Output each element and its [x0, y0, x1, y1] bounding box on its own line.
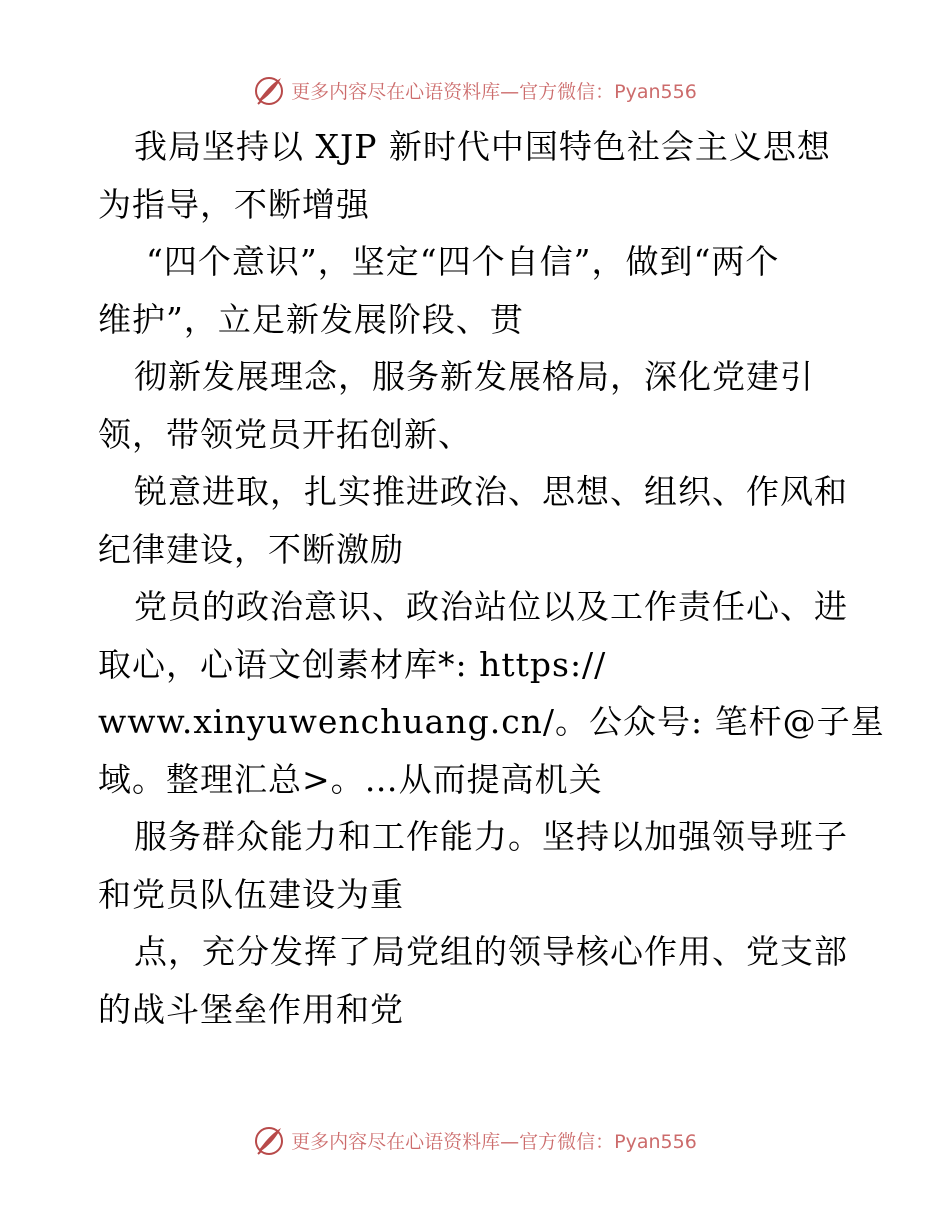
body-line: 纪律建设，不断激励: [98, 529, 404, 569]
feather-pen-logo-icon: [253, 74, 285, 106]
body-line: 点，充分发挥了局党组的领导核心作用、党支部: [134, 932, 848, 971]
document-body: [98, 118, 885, 1038]
body-line: 彻新发展理念，服务新发展格局，深化党建引: [134, 357, 814, 396]
body-line: 的战斗堡垒作用和党: [98, 989, 404, 1029]
header-banner-text: 更多内容尽在心语资料库—官方微信：Pyan556: [291, 80, 697, 103]
body-line: 服务群众能力和工作能力。坚持以加强领导班子: [134, 817, 848, 856]
footer-banner-text: 更多内容尽在心语资料库—官方微信：Pyan556: [291, 1130, 697, 1153]
body-line: 党员的政治意识、政治站位以及工作责任心、进: [134, 587, 848, 626]
body-line: “四个意识”，坚定“四个自信”，做到“两个: [146, 242, 780, 281]
footer-banner: [0, 1120, 950, 1160]
body-line: 域。整理汇总>。…从而提高机关: [98, 759, 603, 799]
body-line: 维护”，立足新发展阶段、贯: [98, 299, 524, 339]
body-line: 和党员队伍建设为重: [98, 874, 404, 914]
body-line: 锐意进取，扎实推进政治、思想、组织、作风和: [134, 472, 848, 511]
header-banner: [0, 70, 950, 110]
body-line: 取心，心语文创素材库*: https://: [98, 644, 607, 684]
body-line: 我局坚持以 XJP 新时代中国特色社会主义思想: [134, 127, 831, 166]
body-line: 为指导，不断增强: [98, 184, 370, 224]
feather-pen-logo-icon: [253, 1124, 285, 1156]
body-line: www.xinyuwenchuang.cn/。公众号: 笔杆@子星: [98, 702, 885, 741]
body-line: 领，带领党员开拓创新、: [98, 414, 472, 454]
